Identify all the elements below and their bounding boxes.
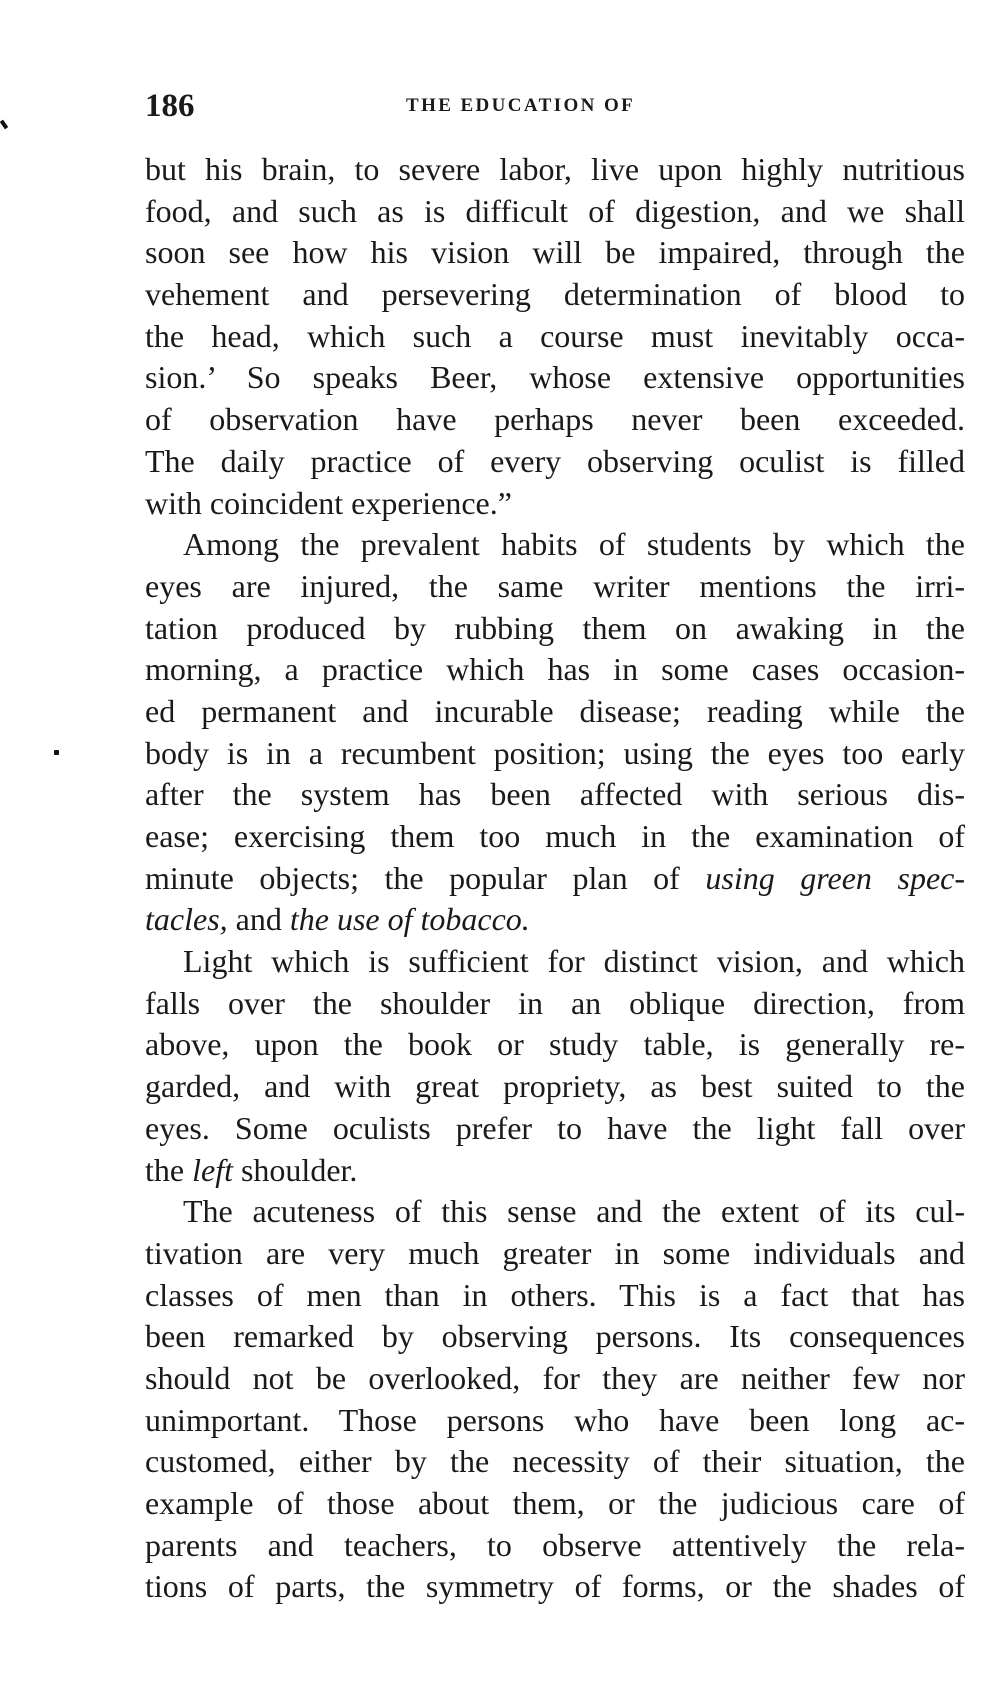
text-line	[145, 649, 965, 691]
text-span: tions of parts, the symmetry of forms, or the shades of	[145, 1568, 965, 1605]
text-line	[145, 1066, 965, 1108]
text-span: garded, and with great propriety, as best suited to the	[145, 1068, 965, 1105]
text-line	[145, 1108, 965, 1150]
text-line	[145, 274, 965, 316]
text-span: with coincident experience.”	[145, 484, 512, 521]
text-span: soon see how his vision will be impaired, through the	[145, 234, 965, 271]
text-line	[145, 1566, 965, 1608]
text-span: but his brain, to severe labor, live upon highly nutritious	[145, 151, 965, 187]
text-span: been remarked by observing persons. Its consequences	[145, 1318, 965, 1355]
italic-text: the use of tobacco.	[289, 901, 530, 938]
text-span: customed, either by the necessity of their situation, the	[145, 1443, 965, 1480]
text-span: food, and such as is difficult of digestion, and we shall	[145, 192, 965, 229]
text-line	[145, 566, 965, 608]
text-line	[145, 1316, 965, 1358]
text-span: example of those about them, or the judicious care of	[145, 1485, 965, 1521]
text-span: the	[145, 1151, 193, 1188]
text-span: eyes are injured, the same writer mentions the irri-	[145, 567, 965, 604]
body-text	[145, 149, 965, 1608]
page-number: 186	[145, 88, 195, 124]
text-line	[145, 149, 965, 191]
text-line	[145, 941, 965, 983]
text-line	[145, 1233, 965, 1275]
text-span: should not be overlooked, for they are neither few nor	[145, 1359, 965, 1396]
italic-text: tacles,	[145, 901, 228, 938]
text-line	[145, 691, 965, 733]
text-span: parents and teachers, to observe attentively the rela-	[145, 1526, 965, 1563]
text-span: ease; exercising them too much in the examination of	[145, 818, 965, 854]
text-span: shoulder.	[232, 1151, 358, 1188]
text-line	[145, 1400, 965, 1442]
text-line	[145, 232, 965, 274]
text-line	[145, 733, 965, 775]
text-line	[145, 1483, 965, 1525]
text-line	[145, 1150, 965, 1192]
text-line	[145, 983, 965, 1025]
text-span: unimportant. Those persons who have been long ac-	[145, 1401, 965, 1438]
text-span: The daily practice of every observing oculist is filled	[145, 442, 965, 479]
text-span: above, upon the book or study table, is generally re-	[145, 1026, 965, 1063]
text-line	[145, 357, 965, 399]
text-span: after the system has been affected with serious dis-	[145, 776, 965, 813]
margin-dot-mark	[54, 750, 59, 755]
text-span: eyes. Some oculists prefer to have the light fall over	[145, 1109, 965, 1146]
text-span: Among the prevalent habits of students by which the	[183, 526, 965, 563]
running-head	[145, 88, 955, 128]
text-span: minute objects; the popular plan of	[145, 859, 706, 896]
text-line	[145, 899, 965, 941]
margin-tick-mark	[0, 120, 8, 130]
text-line	[145, 524, 965, 566]
text-line	[145, 774, 965, 816]
text-span: the head, which such a course must inevitably occa-	[145, 317, 965, 354]
text-line	[145, 399, 965, 441]
text-line	[145, 1191, 965, 1233]
text-span: ed permanent and incurable disease; reading while the	[145, 692, 965, 729]
text-span: and	[227, 901, 290, 938]
text-span: of observation have perhaps never been exceeded.	[145, 401, 965, 438]
text-line	[145, 816, 965, 858]
text-span: body is in a recumbent position; using the eyes too early	[145, 734, 965, 771]
text-span: classes of men than in others. This is a fact that has	[145, 1276, 965, 1313]
text-line	[145, 1441, 965, 1483]
text-line	[145, 441, 965, 483]
text-line	[145, 1358, 965, 1400]
text-span: Light which is sufficient for distinct vision, and which	[183, 943, 965, 980]
text-span: tivation are very much greater in some individuals and	[145, 1234, 965, 1271]
text-line	[145, 483, 965, 525]
text-line	[145, 1525, 965, 1567]
text-line	[145, 316, 965, 358]
text-span: tation produced by rubbing them on awaking in the	[145, 609, 965, 646]
text-span: falls over the shoulder in an oblique direction, from	[145, 984, 965, 1021]
italic-text: left	[192, 1151, 233, 1188]
italic-text: using green spec-	[705, 859, 965, 896]
text-span: sion.’ So speaks Beer, whose extensive opportunities	[145, 359, 965, 396]
text-line	[145, 608, 965, 650]
text-span: The acuteness of this sense and the extent of its cul-	[183, 1193, 965, 1230]
text-line	[145, 1275, 965, 1317]
text-line	[145, 858, 965, 900]
text-span: vehement and persevering determination of blood to	[145, 276, 965, 313]
text-span: morning, a practice which has in some cases occasion-	[145, 651, 965, 688]
text-line	[145, 1024, 965, 1066]
running-title: THE EDUCATION OF	[406, 95, 636, 116]
text-line	[145, 191, 965, 233]
